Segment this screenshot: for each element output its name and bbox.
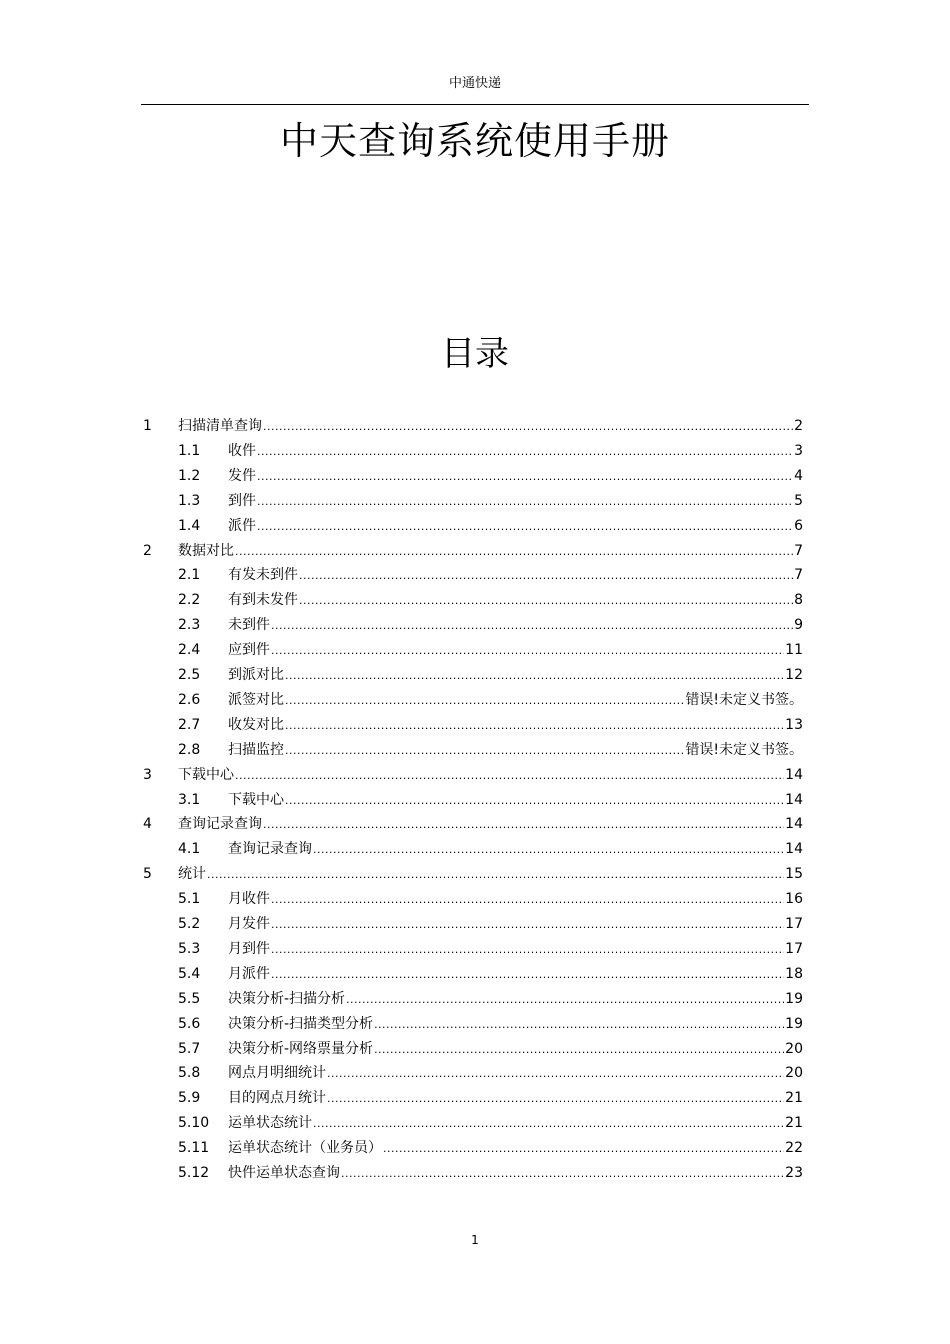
toc-dot-leader xyxy=(257,465,793,489)
toc-entry[interactable] xyxy=(0,887,950,911)
toc-dot-leader xyxy=(285,664,784,688)
toc-entry-page: 21 xyxy=(785,1090,803,1107)
toc-entry-label: 月到件 xyxy=(228,940,270,957)
toc-entry-number: 2.3 xyxy=(178,617,201,634)
toc-entry-label: 运单状态统计（业务员） xyxy=(228,1140,382,1157)
toc-entry-label: 决策分析-扫描分析 xyxy=(228,990,346,1007)
toc-entry[interactable] xyxy=(0,638,950,662)
toc-dot-leader xyxy=(285,714,784,738)
page-header: 中通快递 xyxy=(448,76,501,91)
toc-entry-label: 统计 xyxy=(178,866,206,883)
toc-dot-leader xyxy=(257,490,793,514)
toc-entry-page: 错误!未定义书签。 xyxy=(685,691,803,708)
toc-entry-page: 20 xyxy=(785,1040,803,1057)
toc-entry[interactable] xyxy=(0,539,950,563)
toc-entry-page: 14 xyxy=(785,816,803,833)
toc-dot-leader xyxy=(271,963,784,987)
toc-entry[interactable] xyxy=(0,713,950,737)
toc-entry[interactable] xyxy=(0,563,950,587)
toc-entry[interactable] xyxy=(0,812,950,836)
toc-entry-number: 5.9 xyxy=(178,1090,201,1107)
toc-dot-leader xyxy=(374,1013,784,1037)
toc-entry-number: 5 xyxy=(143,866,152,883)
toc-entry-label: 有到未发件 xyxy=(228,592,298,609)
toc-entry-label: 到派对比 xyxy=(228,667,284,683)
toc-entry-label: 运单状态统计 xyxy=(228,1115,312,1132)
toc-dot-leader xyxy=(313,1112,784,1136)
toc-dot-leader xyxy=(235,764,784,788)
toc-dot-leader xyxy=(285,689,684,713)
toc-entry-number: 5.11 xyxy=(178,1140,210,1157)
toc-entry-page: 4 xyxy=(794,467,803,484)
toc-entry-page: 7 xyxy=(794,567,803,584)
toc-entry-page: 14 xyxy=(785,791,803,808)
toc-dot-leader xyxy=(271,888,784,912)
toc-entry[interactable] xyxy=(0,937,950,961)
toc-entry-label: 快件运单状态查询 xyxy=(228,1165,340,1181)
toc-entry-page: 13 xyxy=(785,716,803,733)
toc-entry[interactable] xyxy=(0,1012,950,1036)
toc-entry-number: 4.1 xyxy=(178,841,201,858)
toc-dot-leader xyxy=(263,415,793,439)
toc-entry-number: 5.5 xyxy=(178,990,201,1007)
toc-entry[interactable] xyxy=(0,837,950,861)
toc-entry[interactable] xyxy=(0,738,950,762)
toc-dot-leader xyxy=(207,863,784,887)
toc-entry-page: 7 xyxy=(794,542,803,559)
toc-entry-number: 2.7 xyxy=(178,716,201,733)
toc-dot-leader xyxy=(374,1038,784,1062)
toc-entry-number: 1.4 xyxy=(178,517,201,534)
toc-entry-number: 4 xyxy=(143,816,152,833)
toc-entry-label: 未到件 xyxy=(228,617,270,634)
toc-entry-label: 到件 xyxy=(228,492,256,509)
toc-entry-number: 2.6 xyxy=(178,691,201,708)
toc-entry-page: 18 xyxy=(785,965,803,982)
toc-entry-number: 1.3 xyxy=(178,492,201,509)
toc-dot-leader xyxy=(257,440,793,464)
toc-entry[interactable] xyxy=(0,1161,950,1185)
toc-entry-page: 2 xyxy=(794,418,803,434)
document-title: 中天查询系统使用手册 xyxy=(279,119,670,163)
toc-entry-number: 2.1 xyxy=(178,567,201,584)
toc-dot-leader xyxy=(346,988,784,1012)
toc-dot-leader xyxy=(327,1087,784,1111)
toc-entry-page: 23 xyxy=(785,1165,803,1181)
toc-entry-number: 5.3 xyxy=(178,940,201,957)
toc-entry-number: 5.8 xyxy=(178,1065,201,1082)
toc-entry-page: 16 xyxy=(785,891,803,908)
toc-dot-leader xyxy=(257,515,793,539)
toc-dot-leader xyxy=(341,1162,784,1186)
toc-dot-leader xyxy=(299,564,793,588)
toc-entry-number: 2.5 xyxy=(178,667,201,683)
toc-entry-page: 17 xyxy=(785,940,803,957)
toc-entry[interactable] xyxy=(0,464,950,488)
toc-entry-label: 扫描监控 xyxy=(228,741,284,758)
toc-dot-leader xyxy=(271,614,793,638)
toc-entry-number: 1 xyxy=(143,418,152,434)
toc-entry-page: 20 xyxy=(785,1065,803,1082)
toc-entry-label: 有发未到件 xyxy=(228,567,298,584)
toc-dot-leader xyxy=(271,639,784,663)
toc-entry-page: 12 xyxy=(785,667,803,683)
toc-entry-label: 决策分析-网络票量分析 xyxy=(228,1040,374,1057)
toc-entry[interactable] xyxy=(0,1111,950,1135)
toc-entry[interactable] xyxy=(0,663,950,687)
toc-entry[interactable] xyxy=(0,1061,950,1085)
toc-entry[interactable] xyxy=(0,588,950,612)
toc-entry[interactable] xyxy=(0,788,950,812)
toc-entry-number: 2 xyxy=(143,542,152,559)
toc-dot-leader xyxy=(285,789,784,813)
toc-entry-page: 19 xyxy=(785,1015,803,1032)
toc-entry-label: 收发对比 xyxy=(228,716,284,733)
toc-entry[interactable] xyxy=(0,414,950,438)
toc-dot-leader xyxy=(383,1137,784,1161)
toc-entry-page: 错误!未定义书签。 xyxy=(685,741,803,758)
toc-entry[interactable] xyxy=(0,439,950,463)
toc-entry-number: 5.2 xyxy=(178,916,201,932)
toc-dot-leader xyxy=(263,813,784,837)
toc-entry-label: 下载中心 xyxy=(228,791,284,808)
toc-entry[interactable] xyxy=(0,763,950,787)
toc-entry-page: 15 xyxy=(785,866,803,883)
toc-entry-number: 1.2 xyxy=(178,467,201,484)
toc-entry[interactable] xyxy=(0,688,950,712)
toc-entry-page: 22 xyxy=(785,1140,803,1157)
toc-entry[interactable] xyxy=(0,613,950,637)
toc-entry-number: 3 xyxy=(143,766,152,783)
toc-entry-page: 17 xyxy=(785,916,803,932)
toc-entry-page: 14 xyxy=(785,766,803,783)
header-rule xyxy=(141,104,809,105)
toc-entry-page: 11 xyxy=(785,642,803,659)
toc-entry-label: 收件 xyxy=(228,442,256,459)
toc-entry[interactable] xyxy=(0,489,950,513)
toc-dot-leader xyxy=(285,739,684,763)
toc-entry-page: 5 xyxy=(794,492,803,509)
toc-entry-label: 月发件 xyxy=(228,916,270,932)
toc-entry[interactable] xyxy=(0,1037,950,1061)
toc-entry[interactable] xyxy=(0,912,950,936)
toc-dot-leader xyxy=(271,938,784,962)
toc-entry-page: 9 xyxy=(794,617,803,634)
toc-entry-label: 目的网点月统计 xyxy=(228,1090,326,1107)
toc-entry-page: 14 xyxy=(785,841,803,858)
toc-entry-label: 应到件 xyxy=(228,642,270,659)
toc-entry-label: 发件 xyxy=(228,467,256,484)
toc-dot-leader xyxy=(313,838,784,862)
toc-entry-number: 2.8 xyxy=(178,741,201,758)
toc-entry-label: 月收件 xyxy=(228,891,270,908)
toc-dot-leader xyxy=(327,1062,784,1086)
toc-entry-label: 决策分析-扫描类型分析 xyxy=(228,1015,374,1032)
toc-entry-label: 派签对比 xyxy=(228,691,284,708)
toc-entry-page: 21 xyxy=(785,1115,803,1132)
page-number: 1 xyxy=(471,1233,479,1247)
toc-entry[interactable] xyxy=(0,862,950,886)
toc-entry-number: 3.1 xyxy=(178,791,201,808)
toc-entry-number: 2.4 xyxy=(178,642,201,659)
toc-entry-label: 查询记录查询 xyxy=(178,816,262,833)
toc-entry-page: 19 xyxy=(785,990,803,1007)
toc-entry-number: 5.12 xyxy=(178,1165,210,1181)
toc-entry-number: 5.1 xyxy=(178,891,201,908)
toc-dot-leader xyxy=(235,540,793,564)
toc-dot-leader xyxy=(271,913,784,937)
toc-entry-page: 6 xyxy=(794,517,803,534)
toc-entry-page: 8 xyxy=(794,592,803,609)
toc-entry-label: 月派件 xyxy=(228,965,270,982)
toc-dot-leader xyxy=(299,589,793,613)
toc-entry-number: 5.10 xyxy=(178,1115,210,1132)
toc-entry[interactable] xyxy=(0,987,950,1011)
toc-entry[interactable] xyxy=(0,1136,950,1160)
toc-entry-number: 5.4 xyxy=(178,965,201,982)
toc-entry-label: 派件 xyxy=(228,517,256,534)
toc-entry[interactable] xyxy=(0,1086,950,1110)
toc-entry-number: 2.2 xyxy=(178,592,201,609)
toc-entry-page: 3 xyxy=(794,442,803,459)
toc-entry-number: 5.6 xyxy=(178,1015,201,1032)
toc-entry-number: 5.7 xyxy=(178,1040,201,1057)
toc-entry-label: 扫描清单查询 xyxy=(178,418,262,434)
toc-entry-label: 查询记录查询 xyxy=(228,841,312,858)
toc-entry-label: 数据对比 xyxy=(178,542,234,559)
toc-entry-label: 下载中心 xyxy=(178,766,234,783)
toc-heading: 目录 xyxy=(441,334,509,374)
toc-entry[interactable] xyxy=(0,514,950,538)
toc-entry-label: 网点月明细统计 xyxy=(228,1065,326,1082)
toc-entry[interactable] xyxy=(0,962,950,986)
toc-entry-number: 1.1 xyxy=(178,442,201,459)
